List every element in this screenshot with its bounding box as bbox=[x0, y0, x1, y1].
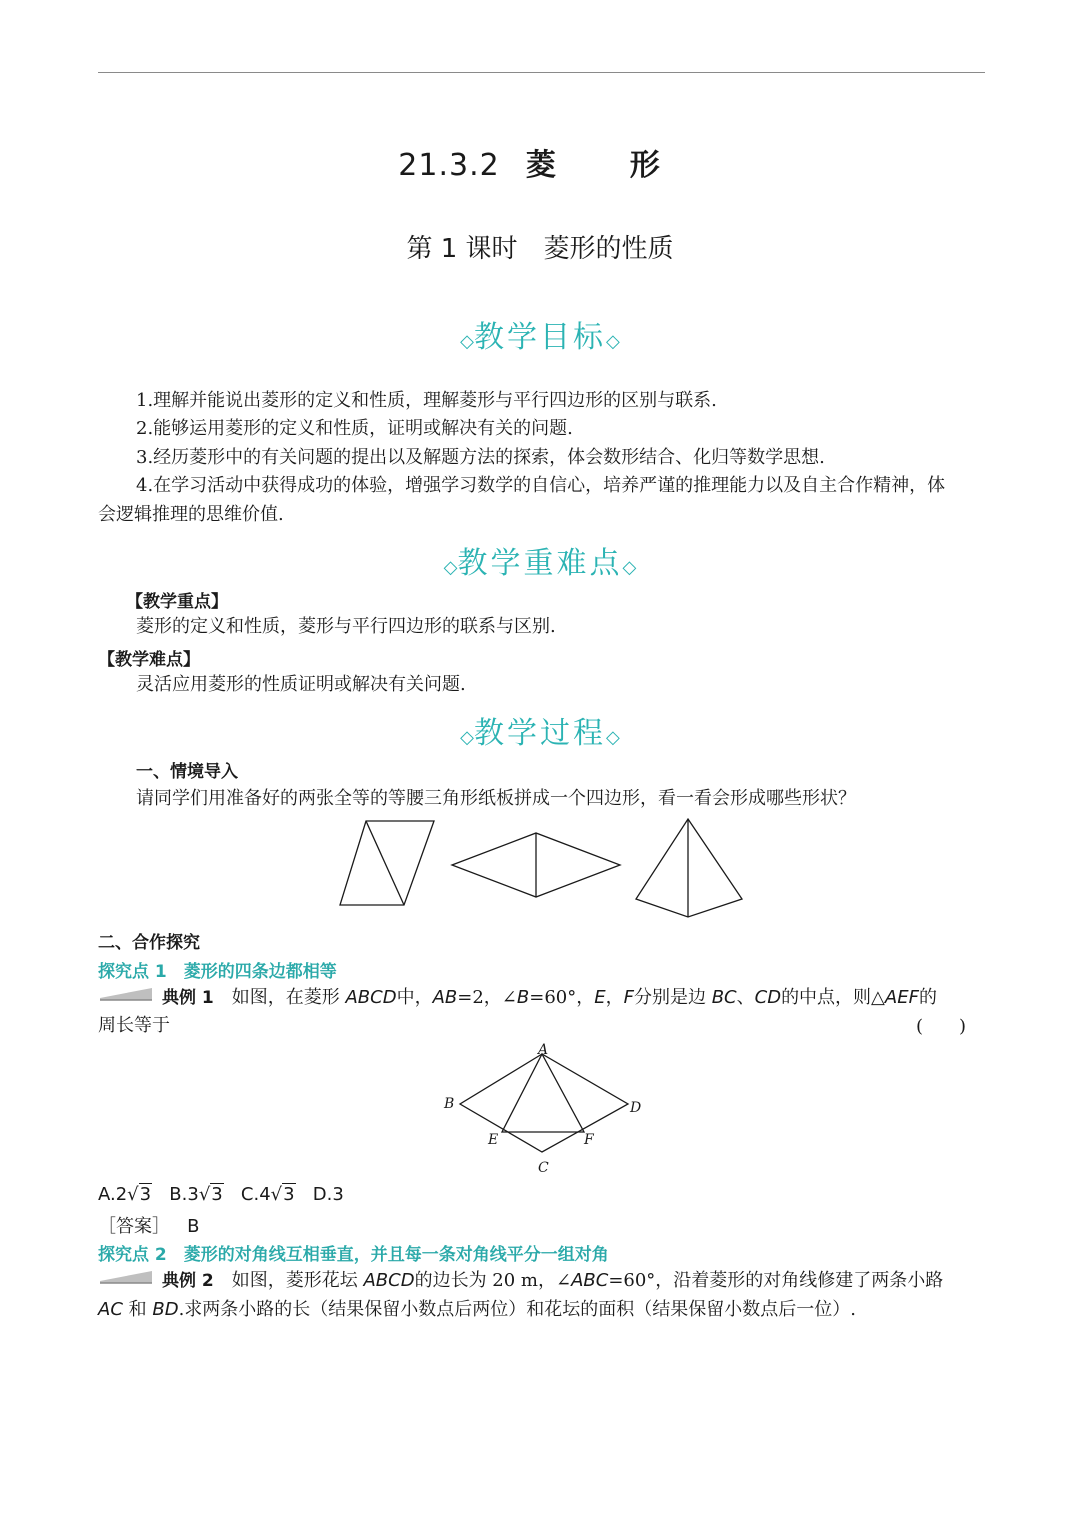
example1-text-a: 如图，在菱形 bbox=[231, 987, 340, 1008]
example2-line1 bbox=[162, 1266, 992, 1296]
explore-point-2: 探究点 2 菱形的对角线互相垂直，并且每一条对角线平分一组对角 bbox=[98, 1245, 609, 1265]
triangle-aef bbox=[502, 1054, 584, 1132]
objective-item: 1.理解并能说出菱形的定义和性质，理解菱形与平行四边形的区别与联系. bbox=[136, 390, 717, 411]
diamond-icon: ◇ bbox=[606, 331, 620, 352]
ex2-mid: =60°，沿着菱形的对角线修建了两条小路 bbox=[608, 1270, 944, 1291]
diamond-icon: ◇ bbox=[443, 557, 458, 578]
shape-diagonal bbox=[366, 821, 404, 905]
choices-row bbox=[98, 1184, 344, 1205]
var-aef: AEF bbox=[884, 987, 919, 1008]
var-b: B bbox=[516, 987, 530, 1008]
var-abcd: ABCD bbox=[363, 1270, 415, 1291]
objective-item: 会逻辑推理的思维价值. bbox=[98, 504, 284, 525]
example2-text-b: .求两条小路的长（结果保留小数点后两位）和花坛的面积（结果保留小数点后一位）. bbox=[178, 1299, 857, 1320]
var-ab: AB bbox=[432, 987, 458, 1008]
label-d: D bbox=[630, 1100, 642, 1116]
difficulty-label: 【教学难点】 bbox=[98, 650, 200, 670]
difficulty-text: 灵活应用菱形的性质证明或解决有关问题. bbox=[136, 674, 466, 695]
shape-kite bbox=[636, 819, 742, 917]
example1-line1 bbox=[162, 983, 992, 1013]
example2-label: 典例 2 bbox=[162, 1271, 214, 1291]
rhombus-aef-figure bbox=[440, 1040, 650, 1180]
section-title bbox=[0, 140, 1080, 184]
process-heading bbox=[0, 708, 1080, 752]
objectives-heading bbox=[0, 312, 1080, 356]
ex1-mid: 的中点，则△ bbox=[781, 987, 885, 1008]
part2-title: 二、合作探究 bbox=[98, 933, 200, 953]
label-c: C bbox=[538, 1160, 549, 1176]
var-ac: AC bbox=[98, 1299, 123, 1320]
choice-b: B.3 bbox=[169, 1184, 199, 1205]
var-cd: CD bbox=[754, 987, 782, 1008]
ex2-mid: 和 bbox=[128, 1299, 147, 1320]
objective-item: 3.经历菱形中的有关问题的提出以及解题方法的探索，体会数形结合、化归等数学思想. bbox=[136, 447, 825, 468]
focus-label: 【教学重点】 bbox=[126, 592, 228, 612]
section-number: 21.3.2 bbox=[398, 148, 500, 183]
ex1-mid: 中， bbox=[396, 987, 433, 1008]
label-a: A bbox=[538, 1042, 549, 1058]
shape-parallelogram bbox=[340, 821, 434, 905]
ex1-mid: ， bbox=[605, 987, 624, 1008]
sqrt-symbol: √3 bbox=[270, 1184, 295, 1205]
var-e: E bbox=[594, 987, 606, 1008]
label-f: F bbox=[584, 1132, 594, 1148]
key-points-heading bbox=[0, 538, 1080, 582]
ex1-mid: =60°， bbox=[529, 987, 595, 1008]
answer-row bbox=[98, 1212, 200, 1238]
explore-point-1: 探究点 1 菱形的四条边都相等 bbox=[98, 962, 337, 982]
example2-line2 bbox=[98, 1295, 988, 1325]
answer-value: B bbox=[187, 1216, 200, 1237]
ex1-mid: 的 bbox=[918, 987, 937, 1008]
rhombus-abcd bbox=[460, 1054, 628, 1152]
section-name: 菱 形 bbox=[525, 148, 682, 183]
sqrt-symbol: √3 bbox=[198, 1184, 223, 1205]
ex1-mid: 分别是边 bbox=[633, 987, 706, 1008]
objective-item: 2.能够运用菱形的定义和性质，证明或解决有关的问题. bbox=[136, 418, 573, 439]
var-abcd: ABCD bbox=[345, 987, 397, 1008]
key-points-heading-text: 教学重难点 bbox=[457, 546, 623, 581]
var-bc: BC bbox=[711, 987, 737, 1008]
diamond-icon: ◇ bbox=[622, 557, 637, 578]
var-bd: BD bbox=[152, 1299, 179, 1320]
example1-label: 典例 1 bbox=[162, 988, 214, 1008]
objective-item: 4.在学习活动中获得成功的体验，增强学习数学的自信心，培养严谨的推理能力以及自主合作精神，体 bbox=[136, 475, 946, 496]
choice-d: D.3 bbox=[312, 1184, 344, 1205]
choice-a: A.2 bbox=[98, 1184, 128, 1205]
example2-text-a: 如图，菱形花坛 bbox=[231, 1270, 358, 1291]
diamond-icon: ◇ bbox=[460, 331, 474, 352]
process-heading-text: 教学过程 bbox=[474, 716, 606, 751]
ex1-mid: 、 bbox=[736, 987, 755, 1008]
ex1-mid: =2，∠ bbox=[457, 987, 517, 1008]
var-abc: ABC bbox=[571, 1270, 609, 1291]
part1-title: 一、情境导入 bbox=[136, 762, 238, 782]
focus-text: 菱形的定义和性质，菱形与平行四边形的联系与区别. bbox=[136, 616, 556, 637]
lesson-title: 第 1 课时 菱形的性质 bbox=[406, 234, 674, 264]
label-e: E bbox=[488, 1132, 499, 1148]
header-rule bbox=[98, 72, 985, 73]
intro-shapes-figure bbox=[330, 815, 750, 920]
label-b: B bbox=[444, 1096, 455, 1112]
var-f: F bbox=[623, 987, 634, 1008]
diamond-icon: ◇ bbox=[460, 727, 474, 748]
example-marker-icon bbox=[98, 1269, 156, 1285]
example1-line2: 周长等于 bbox=[98, 1015, 170, 1036]
answer-blank: ( ) bbox=[916, 1016, 967, 1037]
choice-c: C.4 bbox=[240, 1184, 271, 1205]
example-marker-icon bbox=[98, 986, 156, 1002]
diamond-icon: ◇ bbox=[606, 727, 620, 748]
part1-text: 请同学们用准备好的两张全等的等腰三角形纸板拼成一个四边形，看一看会形成哪些形状？ bbox=[136, 788, 856, 809]
objectives-heading-text: 教学目标 bbox=[474, 320, 606, 355]
ex2-mid: 的边长为 20 m，∠ bbox=[414, 1270, 572, 1291]
answer-label: ［答案］ bbox=[98, 1216, 170, 1237]
sqrt-symbol: √3 bbox=[127, 1184, 152, 1205]
